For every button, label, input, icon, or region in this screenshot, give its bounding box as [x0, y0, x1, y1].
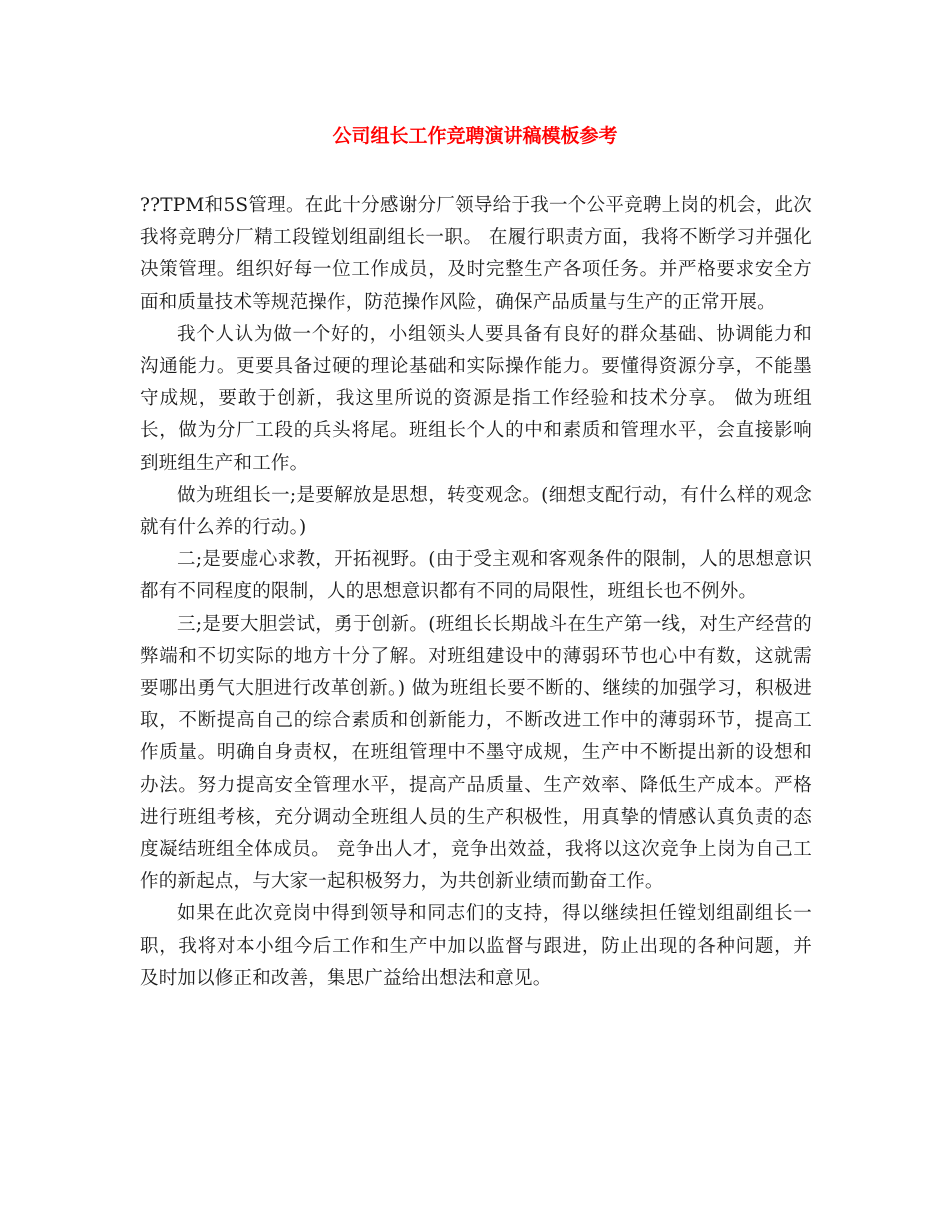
paragraph-6: 如果在此次竞岗中得到领导和同志们的支持，得以继续担任镗划组副组长一职，我将对本小组今后工作和生产中加以监督与跟进，防止出现的各种问题，并及时加以修正和改善，集思广益给出想法和意见。 [140, 903, 812, 989]
paragraph-3: 做为班组长一;是要解放是思想，转变观念。(细想支配行动，有什么样的观念就有什么养的行动。) [140, 484, 812, 539]
document-body [140, 190, 812, 995]
paragraph-2: 我个人认为做一个好的，小组领头人要具备有良好的群众基础、协调能力和沟通能力。更要具备过硬的理论基础和实际操作能力。要懂得资源分享，不能墨守成规，要敢于创新，我这里所说的资源是指工作经验和技术分享。 做为班组长，做为分厂工段的兵头将尾。班组长个人的中和素质和管理水平，会直接影响到班组生产和工作。 [140, 323, 812, 474]
paragraph-1: ??TPM和5S管理。在此十分感谢分厂领导给于我一个公平竞聘上岗的机会，此次我将竞聘分厂精工段镗划组副组长一职。 在履行职责方面，我将不断学习并强化决策管理。组织好每一位工作成员，及时完整生产各项任务。并严格要求安全方面和质量技术等规范操作，防范操作风险，确保产品质量与生产的正常开展。 [140, 195, 812, 313]
document-title: 公司组长工作竞聘演讲稿模板参考 [332, 125, 618, 147]
paragraph-5: 三;是要大胆尝试，勇于创新。(班组长长期战斗在生产第一线，对生产经营的弊端和不切实际的地方十分了解。对班组建设中的薄弱环节也心中有数，这就需要哪出勇气大胆进行改革创新。) 做为班组长要不断的、继续的加强学习，积极进取，不断提高自己的综合素质和创新能力，不断改进工作中的薄弱环节，提高工作质量。明确自身责权，在班组管理中不墨守成规，生产中不断提出新的设想和办法。努力提高安全管理水平，提高产品质量、生产效率、降低生产成本。严格进行班组考核，充分调动全班组人员的生产积极性，用真挚的情感认真负责的态度凝结班组全体成员。 竞争出人才，竞争出效益，我将以这次竞争上岗为自己工作的新起点，与大家一起积极努力，为共创新业绩而勤奋工作。 [140, 613, 812, 893]
paragraph-4: 二;是要虚心求教，开拓视野。(由于受主观和客观条件的限制，人的思想意识都有不同程度的限制，人的思想意识都有不同的局限性，班组长也不例外。 [140, 549, 812, 603]
